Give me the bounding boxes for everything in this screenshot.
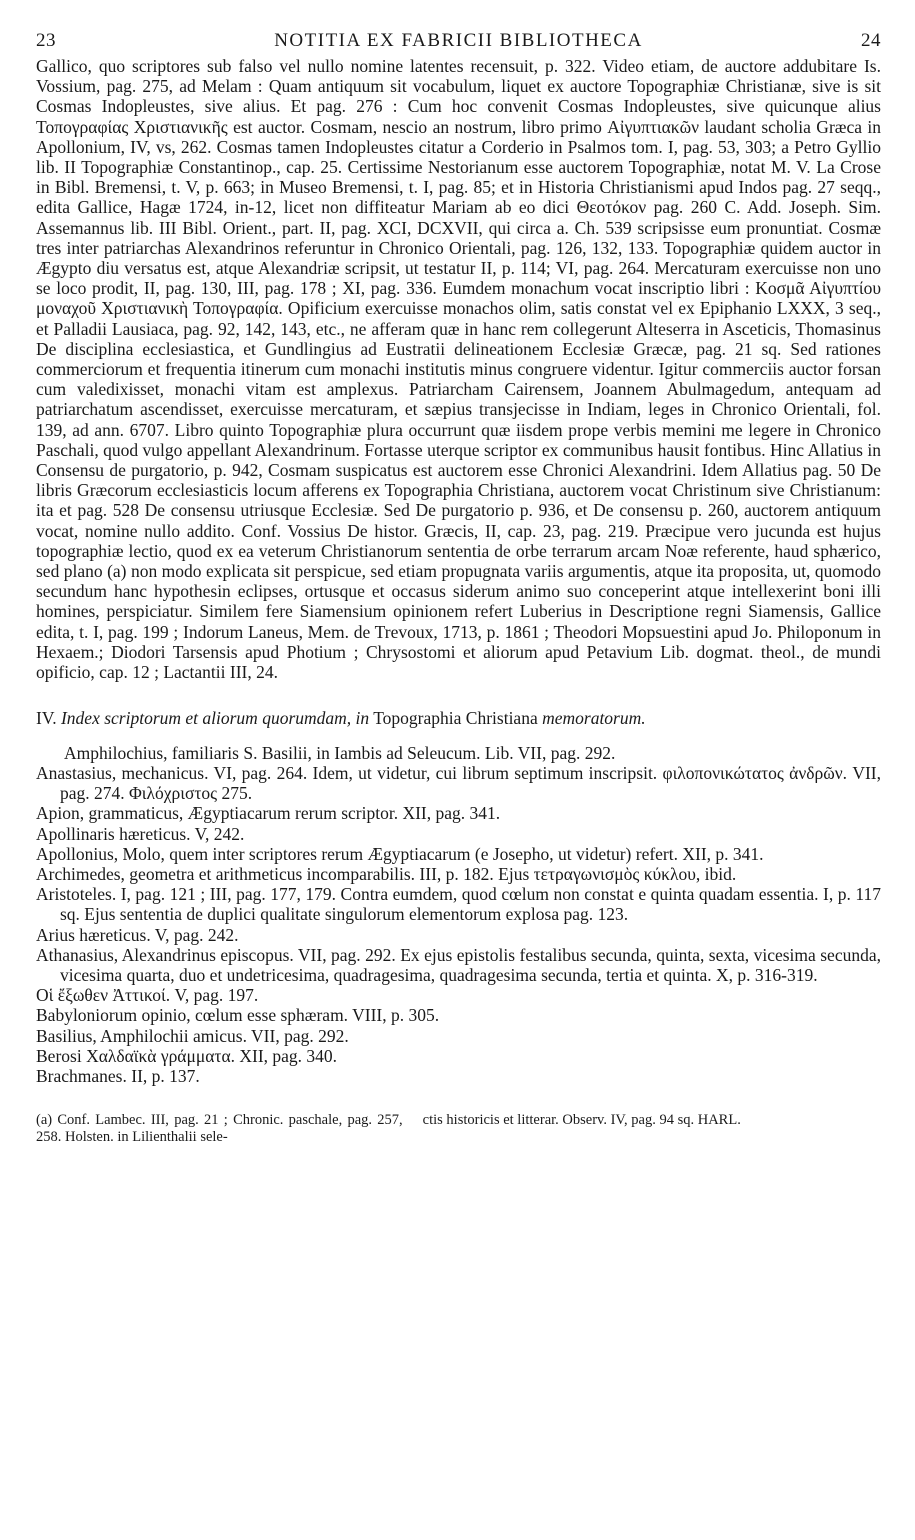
index-entry: Brachmanes. II, p. 137. xyxy=(36,1066,200,1087)
index-entry: Athanasius, Alexandrinus episcopus. VII, pag. 292. Ex ejus epistolis festalibus secunda, quinta, sexta, vicesima secunda, vicesima quarta, duo et undetricesima, quadragesima, quadragesima secunda, tertia et quinta. X, p. 316-319. xyxy=(36,944,881,986)
section-heading xyxy=(36,708,881,729)
footnote-right: ctis historicis et litterar. Observ. IV, pag. 94 sq. HARL. xyxy=(422,1112,741,1129)
running-title: NOTITIA EX FABRICII BIBLIOTHECA xyxy=(274,30,643,51)
section-number: IV. xyxy=(36,708,57,729)
index-entry: Arius hæreticus. V, pag. 242. xyxy=(36,924,239,945)
page-number-right: 24 xyxy=(861,30,881,51)
index-entry: Apollinaris hæreticus. V, 242. xyxy=(36,823,245,844)
section-heading-roman: Topographia Christiana xyxy=(373,708,538,729)
index-entry: Οἱ ἔξωθεν Ἀττικοί. V, pag. 197. xyxy=(36,985,259,1006)
index-entry: Babyloniorum opinio, cœlum esse sphæram. VIII, p. 305. xyxy=(36,1005,440,1026)
index-entry: Anastasius, mechanicus. VI, pag. 264. Idem, ut videtur, cui librum septimum inscripsit. φιλοπονικώτατος ἀνδρῶν. VII, pag. 274. Φιλόχριστος 275. xyxy=(36,763,881,804)
footnote-left: (a) Conf. Lambec. III, pag. 21 ; Chronic. paschale, pag. 257, 258. Holsten. in Lilienthalii sele- xyxy=(36,1112,403,1146)
page xyxy=(36,30,881,1146)
footnotes xyxy=(36,1112,881,1146)
index-entry: Berosi Χαλδαϊκὰ γράμματα. XII, pag. 340. xyxy=(36,1045,338,1066)
index-entry: Archimedes, geometra et arithmeticus incomparabilis. III, p. 182. Ejus τετραγωνισμὸς κύκλου, ibid. xyxy=(36,864,737,885)
index-entry: Amphilochius, familiaris S. Basilii, in Iambis ad Seleucum. Lib. VII, pag. 292. xyxy=(64,742,616,763)
running-header xyxy=(36,30,881,52)
index-entry: Apion, grammaticus, Ægyptiacarum rerum scriptor. XII, pag. 341. xyxy=(36,803,501,824)
index-entry: Basilius, Amphilochii amicus. VII, pag. 292. xyxy=(36,1025,349,1046)
index-entry: Apollonius, Molo, quem inter scriptores rerum Ægyptiacarum (e Josepho, ut videtur) refert. XII, p. 341. xyxy=(36,843,764,864)
index-entry: Aristoteles. I, pag. 121 ; III, pag. 177, 179. Contra eumdem, quod cœlum non constat e quinta quadam essentia. I, p. 117 sq. Ejus sententia de duplici qualitate singulorum elementorum explosa pag. 123. xyxy=(36,884,881,925)
index-list xyxy=(36,743,881,1086)
page-number-left: 23 xyxy=(36,30,56,51)
section-heading-tail: memoratorum. xyxy=(542,708,646,729)
body-paragraph: Gallico, quo scriptores sub falso vel nullo nomine latentes recensuit, p. 322. Video etiam, de auctore addubitare Is. Vossium, pag. 275, ad Melam : Quam antiquum sit vocabulum, liquet ex auctore Topographiæ Christianæ, sive is sit Cosmas Indopleustes, sive alius. Et pag. 276 : Cum hoc convenit Cosmas Indopleustes, sive quicunque alius Τοπογραφίας Χριστιανικῆς est auctor. Cosmam, nescio an nostrum, libro primo Αἰγυπτιακῶν laudant scholia Græca in Apollonium, IV, vs, 262. Cosmas tamen Indopleustes citatur a Corderio in Psalmos tom. I, pag. 53, 303; a Petro Gyllio lib. II Topographiæ Constantinop., cap. 25. Certissime Nestorianum esse auctorem Topographiæ, notat M. V. La Crose in Bibl. Bremensi, t. V, p. 663; in Museo Bremensi, t. I, pag. 85; et in Historia Christianismi apud Indos pag. 27 seqq., edita Gallice, Hagæ 1724, in-12, licet non diffiteatur Mariam ab eo dici Θεοτόκον pag. 260 C. Add. Joseph. Sim. Assemannus lib. III Bibl. Orient., part. II, pag. XCI, DCXVII, qui circa a. Ch. 539 scripsisse eum pronuntiat. Cosmæ tres inter patriarchas Alexandrinos referuntur in Chronico Orientali, pag. 126, 132, 133. Topographiæ quidem auctor in Ægypto diu versatus est, atque Alexandriæ scripsit, ut testatur II, p. 114; VI, pag. 264. Mercaturam exercuisse non uno se loco prodit, II, pag. 130, III, pag. 178 ; XI, pag. 336. Eumdem monachum vocat inscriptio libri : Κοσμᾶ Αἰγυπτίου μοναχοῦ Χριστιανικὴ Τοπογραφία. Opificium exercuisse monachos olim, satis constat vel ex Epiphanio LXXX, 3 seq., et Palladii Lausiaca, pag. 92, 142, 143, etc., ne afferam quæ in hanc rem collegerunt Alteserra in Asceticis, Thomasinus De disciplina ecclesiastica, et Gundlingius ad Eustratii delineationem Ecclesiæ Græcæ, pag. 21 sq. Sed rationes commerciorum et frequentia itinerum cum monachi institutis minus congruere videntur. Igitur commerciis auctor forsan cum valedixisset, monachi vitam est amplexus. Patriarcham Cairensem, Joannem Abulmagedum, antequam ad patriarchatum ascendisset, exercuisse mercaturam, et sæpius transjecisse in Indiam, leges in Chronico Orientali, fol. 139, ad ann. 6707. Libro quinto Topographiæ plura occurrunt quæ iisdem prope verbis memini me legere in Chronico Paschali, quod vulgo appellant Alexandrinum. Fortasse uterque scriptor ex communibus hausit fontibus. Hinc Allatius in Consensu de purgatorio, p. 942, Cosmam suspicatus est auctorem esse Chronici Alexandrini. Idem Allatius pag. 50 De libris Græcorum ecclesiasticis locum afferens ex Topographia Christiana, auctorem vocat Christinum sive Christianum: ita et pag. 528 De consensu utriusque Ecclesiæ. Sed De purgatorio p. 936, et De consensu p. 260, auctorem antiquum vocat, nomine nullo addito. Conf. Vossius De histor. Græcis, II, cap. 23, pag. 219. Præcipue vero jucunda est hujus topographiæ lectio, quod ex ea veterum Christianorum sententia de orbe terrarum arcam Noæ referente, haud sphærico, sed plano (a) non modo explicata sit perspicue, sed etiam propugnata variis argumentis, atque ita proposita, ut, quomodo secundum hanc hypothesin eclipses, ortusque et occasus siderum animo suo conceperint atque intellexerint boni illi homines, perspiciatur. Similem fere Siamensium opinionem refert Luberius in Descriptione regni Siamensis, Gallice edita, t. I, pag. 199 ; Indorum Laneus, Mem. de Trevoux, 1713, p. 1861 ; Theodori Mopsuestini apud Jo. Philoponum in Hexaem.; Diodori Tarsensis apud Photium ; Chrysostomi et aliorum apud Petavium Lib. dogmat. theol., de mundi opificio, cap. 12 ; Lactantii III, 24. xyxy=(36,56,881,683)
section-heading-italic: Index scriptorum et aliorum quorumdam, in xyxy=(60,708,370,729)
